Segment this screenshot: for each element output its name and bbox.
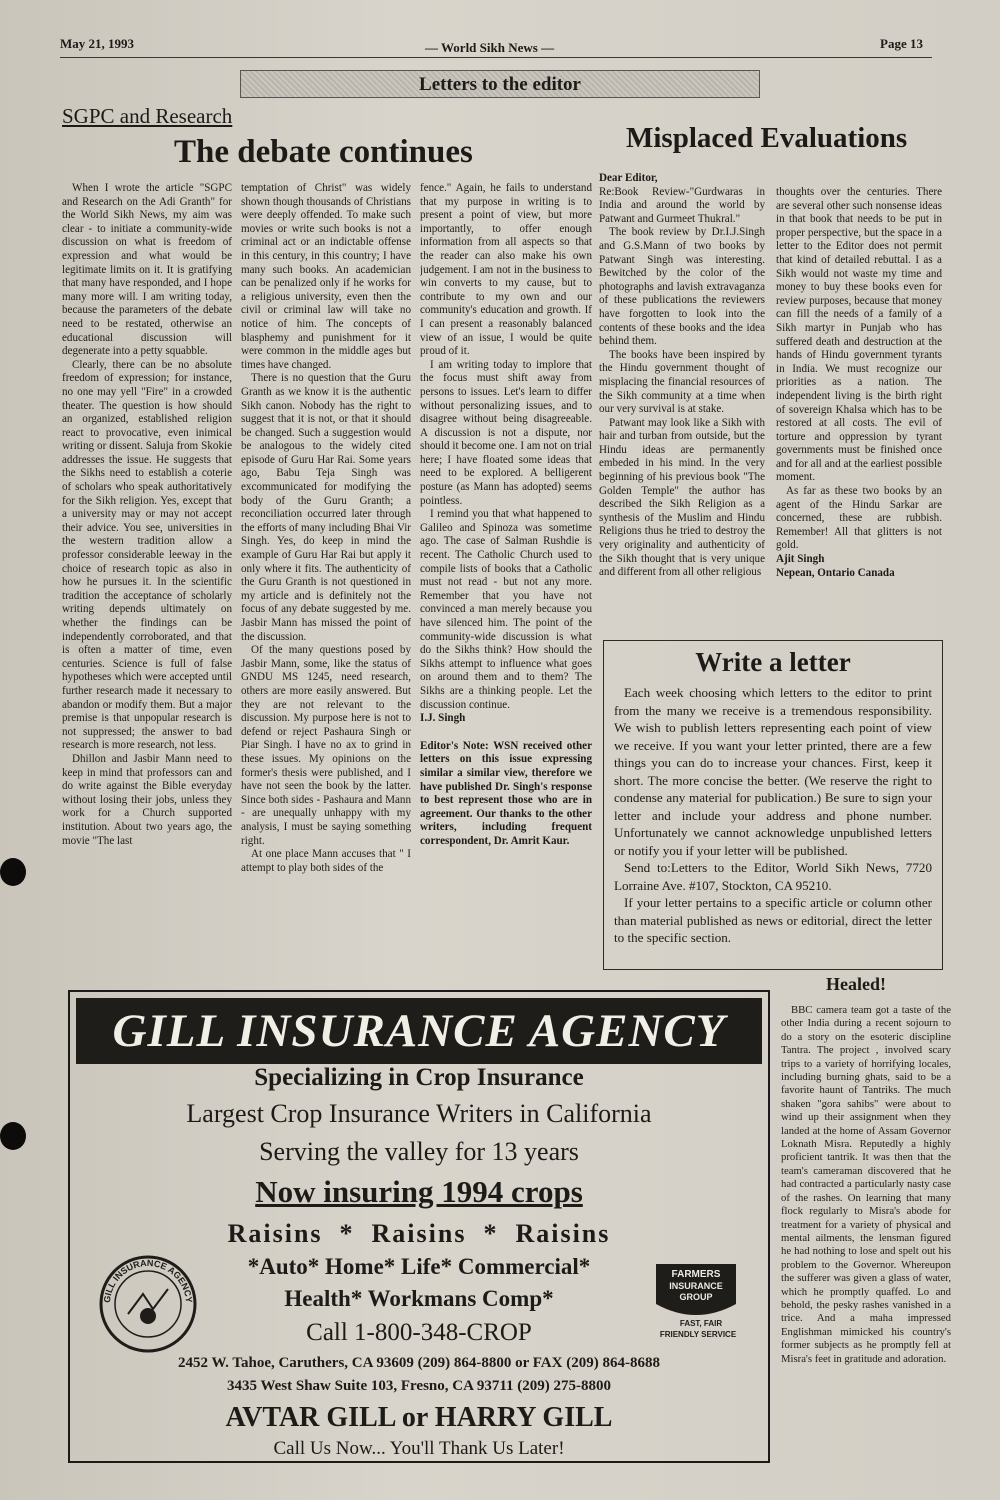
ad-line: Raisins * Raisins * Raisins (227, 1219, 611, 1248)
header-rule (60, 57, 932, 58)
binder-hole (0, 858, 26, 886)
article1-kicker: SGPC and Research (62, 104, 233, 128)
article1-title: The debate continues (174, 134, 473, 170)
ad-banner: GILL INSURANCE AGENCY (76, 998, 762, 1064)
paragraph: As far as these two books by an agent of the Hindu Sarkar are concerned, these are rubbish. Remember! All that glitters is not gold. (776, 485, 942, 552)
binder-hole (0, 1122, 26, 1150)
article2-title: Misplaced Evaluations (626, 122, 908, 154)
ad-closing: Call Us Now... You'll Thank Us Later! (273, 1438, 565, 1459)
paragraph: temptation of Christ" was widely shown though thousands of Christians were deeply offended. To make such movies or write such books is not a criminal act or an indictable offense in this century, in this country; I have many such books. An academician can be penalized only if he works for a religious university, even then the civil or criminal law will take no notice of him. The concepts of blasphemy and punishment for it were common in the middle ages but times have changed. (241, 182, 411, 371)
article1-column-1 (62, 182, 232, 982)
paragraph: Send to:Letters to the Editor, World Sikh News, 7720 Lorraine Ave. #107, Stockton, CA 95210. (614, 860, 932, 893)
ad-names: AVTAR GILL or HARRY GILL (225, 1402, 613, 1433)
paragraph: fence." Again, he fails to understand that my purpose in writing is to present a point of view, but more importantly, to offer enough information from all aspects so that the reader can also make his own judgement. I am not in the business to win converts to my cause, but to contribute to my own and our community's education and growth. If I can present a reasonably balanced view of an issue, I would be quite proud of it. (420, 182, 592, 358)
paragraph: Clearly, there can be no absolute freedom of expression; for instance, no one may yell "Fire" in a crowded theater. The question is how should an organized, established religion react to provocative, even inimical writing or dissent. Saluja from Skokie addresses the issue. He suggests that the Sikhs need to establish a coterie of scholars who speak authoritatively for the Sikh religion. Yes, except that a university may or may not accept their advice. You see, universities in the western tradition allow a professor considerable leeway in the choice of research topic as also in how he pursues it. In the scientific tradition the acceptance of scholarly writing depends ultimately on whether the findings can be independently corroborated, and that is often a matter of time, even centuries. Science is full of false hypotheses which were accepted until further research made it necessary to abandon or modify them. But a major premise is that unpopular research is not suppressed; the answer to bad research is more research, not less. (62, 358, 232, 752)
farmers-logo-text: FARMERS (671, 1269, 721, 1280)
healed-title: Healed! (826, 974, 886, 994)
write-a-letter-title: Write a letter (695, 647, 851, 677)
paragraph: The book review by Dr.I.J.Singh and G.S.Mann of two books by Patwant Singh was interesting. Bewitched by the color of the photographs and lavish extravaganza of these publications the reviewers have forgotten to look into the contents of these books and the idea behind them. (599, 226, 765, 348)
paragraph: There is no question that the Guru Granth as we know it is the authentic Sikh canon. Nobody has the right to suggest that it is not, or that it should be changed. Such a suggestion would be analogous to the widely cited episode of Guru Har Rai. Some years ago, Babu Teja Singh was excommunicated for modifying the body of the Guru Granth; a reconciliation occurred later through the efforts of many including Bhai Vir Singh. Yes, do keep in mind the example of Guru Har Rai but apply it only where it fits. The authenticity of the Guru Granth is not questioned in my article and is definitely not the focus of any debate suggested by me. Jasbir Mann has missed the point of the discussion. (241, 372, 411, 643)
paragraph: Each week choosing which letters to the editor to print from the many we receive is a tremendous responsibility. We wish to publish letters representing each point of view we receive. If you want your letter printed, there are a few things you can do to increase your chances. First, keep it short. The more concise the better. (We reserve the right to condense any material for publication.) Be sure to sign your letter and include your address and phone number. Unfortunately we cannot acknowledge unpublished letters or notify you if your letter will be published. (614, 685, 932, 858)
farmers-tagline: FAST, FAIR (679, 1319, 723, 1328)
farmers-insurance-logo-icon (646, 1254, 746, 1344)
paragraph: Of the many questions posed by Jasbir Mann, some, like the status of GNDU MS 1245, need research, others are more easily answered. But they are not relevant to the discussion. My purpose here is not to defend or reject Pashaura Singh or Piar Singh. I have no ax to grind in these issues. My opinions on the former's thesis were published, and I have not seen the book by the latter. Since both sides - Pashaura and Mann - are unequally unhappy with my analysis, I must be saying something right. (241, 644, 411, 847)
farmers-logo-text: GROUP (679, 1292, 713, 1302)
gill-insurance-ad (68, 990, 770, 1463)
paragraph: I remind you that what happened to Galileo and Spinoza was sometime ago. The case of Salman Rushdie is recent. The Catholic Church used to compile lists of books that a Catholic must not read - but not any more. Remember that you have not convinced a man merely because you have silenced him. The point of the community-wide discussion is what do the Sikhs think? How should the Sikhs attempt to influence what goes on around them and to them? The Sikhs are a thinking people. Let the discussion continue. (420, 508, 592, 711)
issue-date: May 21, 1993 (60, 36, 135, 51)
publication-name: — World Sikh News — (425, 40, 555, 55)
ad-line: Serving the valley for 13 years (259, 1137, 579, 1166)
paragraph: Re:Book Review-"Gurdwaras in India and around the world by Patwant and Gurmeet Thukral." (599, 185, 765, 225)
section-banner: Letters to the editor (240, 70, 760, 98)
paragraph: The books have been inspired by the Hindu government thought of misplacing the financial resources of the Sikh community at a time when our very survival is at stake. (599, 348, 765, 416)
ad-address: 2452 W. Tahoe, Caruthers, CA 93609 (209) 864-8800 or FAX (209) 864-8688 (178, 1355, 660, 1371)
paragraph: thoughts over the centuries. There are several other such nonsense ideas in that book that needs to be put in proper perspective, but the space in a letter to the Editor does not permit that kind of detailed rebuttal. I as a Sikh would not waste my time and money to buy these books even for review purposes, because that money can fill the needs of a family of a Sikh martyr in Punjab who has suffered death and destruction at the hands of Hindu government tyrants in India. We must recognize our priorities as a nation. The independent living is the birth right of sovereign Khalsa which has to be restored at all costs. The evil of torture and oppression by tyrant governments must be finished once and for all and at the earliest possible moment. (776, 186, 942, 484)
ad-line: *Auto* Home* Life* Commercial* (247, 1254, 591, 1279)
write-a-letter-box (603, 640, 943, 970)
paragraph: Patwant may look like a Sikh with hair and turban from outside, but the Hindu ideas are permanently embeded in his mind. In the very beginning of his previous book "The Golden Temple" the author has described the Sikh Religion as a synthesis of the Muslim and Hindu Religions thus he tried to destroy the very originality and authenticity of the Sikh thought that is very unique and different from all other religious (599, 416, 765, 579)
healed-column (781, 1004, 951, 1456)
seal-text: GILL INSURANCE AGENCY (101, 1257, 195, 1304)
article1-column-3 (420, 182, 592, 982)
article2-column-1 (599, 172, 765, 642)
article2-salutation: Dear Editor, (599, 172, 658, 184)
ad-line: Now insuring 1994 crops (255, 1174, 583, 1209)
paragraph: If your letter pertains to a specific article or column other than material published as news or editorial, direct the letter to the specific section. (614, 895, 932, 945)
article1-column-2 (241, 182, 411, 982)
article2-location: Nepean, Ontario Canada (776, 566, 895, 579)
ad-line: Largest Crop Insurance Writers in California (186, 1099, 652, 1128)
page-number: Page 13 (880, 36, 923, 51)
ad-line: Health* Workmans Comp* (284, 1286, 554, 1311)
article2-signature: Ajit Singh (776, 553, 825, 566)
gill-agency-seal-icon (98, 1254, 198, 1354)
article1-signature: I.J. Singh (420, 712, 466, 725)
ad-address: 3435 West Shaw Suite 103, Fresno, CA 93711 (209) 275-8800 (226, 1378, 612, 1394)
article2-column-2 (776, 186, 942, 646)
paragraph: I am writing today to implore that the focus must shift away from persons to issues. Let's learn to differ without personalizing issues, and to disagree without being disagreeable. A discussion is not a dispute, nor should it become one. I am not on trial here; I have floated some ideas that need to be explored. A belligerent posture (as Mann has adopted) seems pointless. (420, 358, 592, 507)
editors-note: Editor's Note: WSN received other letters on this issue expressing similar a similar view, therefore we have published Dr. Singh's response to best represent those who are in agreement. Our thanks to the other writers, including frequent correspondent, Dr. Amrit Kaur. (420, 739, 592, 847)
paragraph: When I wrote the article "SGPC and Research on the Adi Granth" for the World Sikh News, my aim was clear - to initiate a community-wide discussion on what is freedom of expression and what would be legitimate limits on it. It is gratifying that many have responded, and I hope many more will. I am writing today, because the parameters of the debate need to be restated, otherwise an educational discussion will degenerate into a petty squabble. (62, 182, 232, 358)
farmers-tagline: FRIENDLY SERVICE (659, 1330, 737, 1339)
farmers-logo-text: INSURANCE (669, 1281, 723, 1291)
paragraph: At one place Mann accuses that " I attempt to play both sides of the (241, 848, 411, 874)
write-a-letter-body (604, 678, 942, 947)
paragraph: Dhillon and Jasbir Mann need to keep in mind that professors can and do write against the Bible everyday without losing their jobs, unless they work for a Church supported institution. About two years ago, the movie "The last (62, 752, 232, 847)
ad-line: Specializing in Crop Insurance (254, 1064, 584, 1091)
ad-phone: Call 1-800-348-CROP (306, 1319, 532, 1346)
paragraph: BBC camera team got a taste of the other India during a recent sojourn to do a story on the esoteric discipline Tantra. The project , involved scary trips to a variety of horrifying locales, including burning ghats, said to be a favorite haunt of Tantriks. The much shaken "gora sahibs" were about to wind up their assignment when they landed at the home of Assam Governor Loknath Misra. Reputedly a highly proficient tantrik. It was then that the team's cameraman discovered that he had contracted a particularly nasty case of the rashes. On learning that many flock regularly to Misra's abode for treatment for a variety of physical and mental ailments, the lensman figured he had nothing to lose and spelt out his problem to the Governor. Whereupon the sufferer was given a glass of water, which he promptly quaffed. Lo and behold, the pesky rashes vanished in a trice. And a maha impressed Englishman mimicked his country's former subjects as he promptly fell at Misra's feet in gratitude and adoration. (781, 1004, 951, 1365)
